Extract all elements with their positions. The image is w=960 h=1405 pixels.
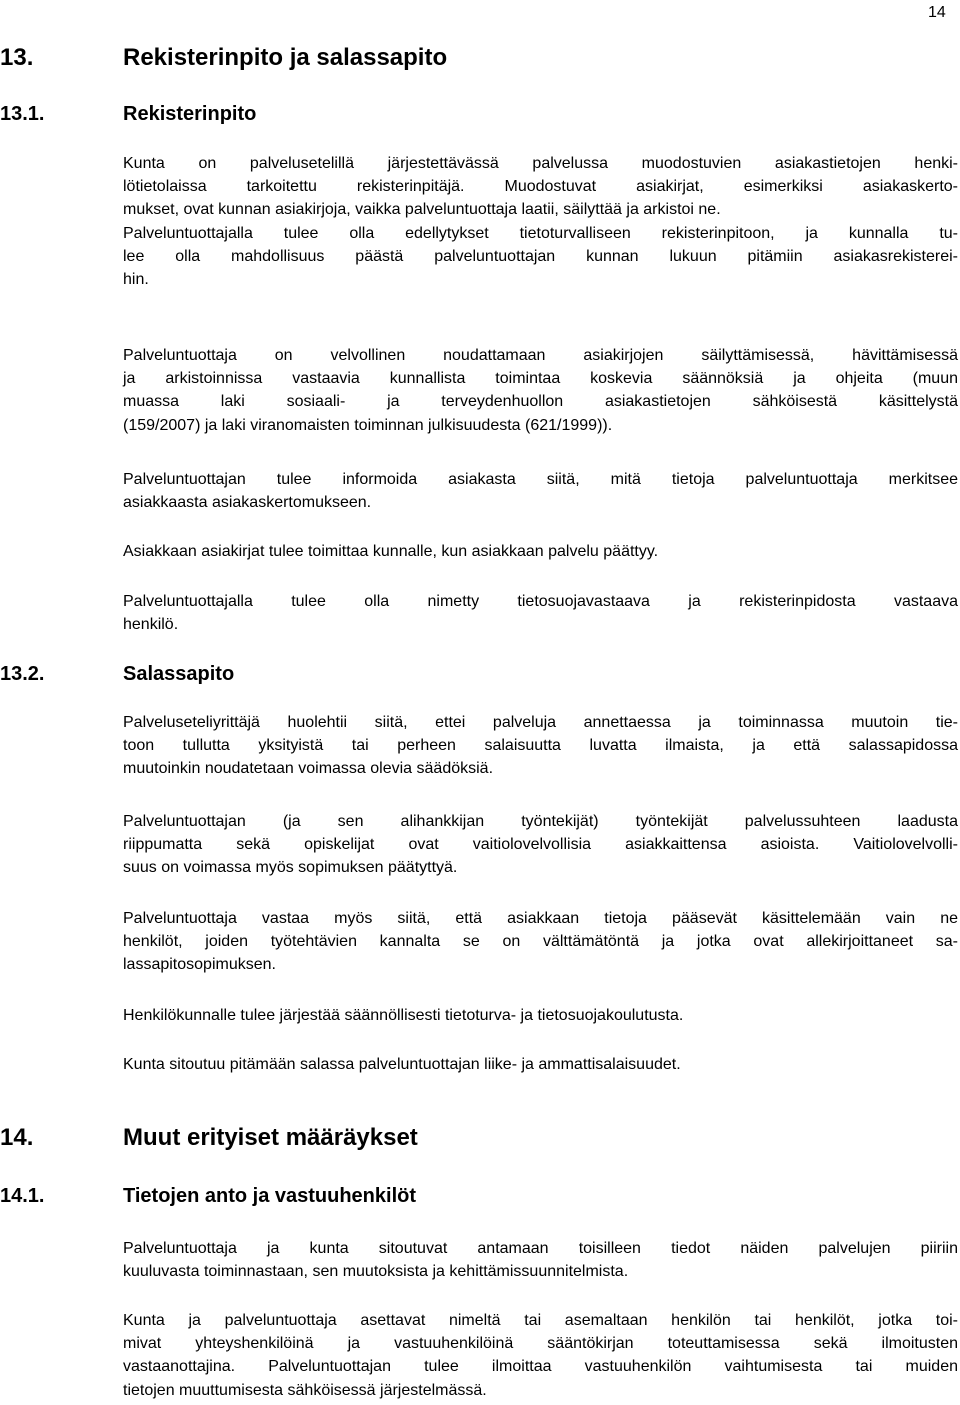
text-line: lassapitosopimuksen.	[123, 956, 276, 974]
paragraph	[123, 1237, 958, 1283]
text-line: muutoinkin noudatetaan voimassa olevia säädöksiä.	[123, 760, 494, 778]
text-line: Kunta ja palveluntuottaja asettavat nimeltä tai asemaltaan henkilön tai henkilöt, jotka toi-	[123, 1312, 958, 1329]
text-line: Palveluntuottajalla tulee olla edellytykset tietoturvalliseen rekisterinpitoon, ja kunnalla tu-	[123, 225, 958, 242]
text-line: Palveluntuottajan tulee informoida asiakasta siitä, mitä tietoja palveluntuottaja merkitsee	[123, 471, 958, 488]
subsection-number: 13.1.	[0, 103, 45, 125]
text-line: (159/2007) ja laki viranomaisten toiminnan julkisuudesta (621/1999)).	[123, 416, 613, 434]
text-line: Henkilökunnalle tulee järjestää säännöllisesti tietoturva- ja tietosuojakoulutusta.	[123, 1007, 684, 1024]
paragraph	[123, 590, 958, 636]
subsection-number: 13.2.	[0, 663, 45, 685]
text-line: mukset, ovat kunnan asiakirjoja, vaikka palveluntuottaja laatii, säilyttää ja arkistoi ne.	[123, 201, 721, 219]
text-line: Palveluntuottajalla tulee olla nimetty tietosuojavastaava ja rekisterinpidosta vastaava	[123, 593, 958, 610]
paragraph	[123, 1053, 958, 1076]
subsection-title: Rekisterinpito	[123, 103, 257, 125]
subsection-heading	[0, 663, 900, 687]
text-line: mivat yhteyshenkilöinä ja vastuuhenkilöinä sääntökirjan toteuttamisessa sekä ilmoitusten	[123, 1335, 958, 1353]
text-line: Palveluntuottaja vastaa myös siitä, että asiakkaan tietoja pääsevät käsittelemään vain ne	[123, 910, 958, 927]
text-line: Palveluntuottaja ja kunta sitoutuvat antamaan toisilleen tiedot näiden palvelujen piiriin	[123, 1240, 958, 1257]
text-line: Palveluntuottaja on velvollinen noudattamaan asiakirjojen säilyttämisessä, hävittämisessä	[123, 347, 958, 364]
text-line: Kunta sitoutuu pitämään salassa palveluntuottajan liike- ja ammattisalaisuudet.	[123, 1056, 681, 1073]
text-line: tietojen muuttumisesta sähköisessä järjestelmässä.	[123, 1381, 487, 1399]
section-number: 14.	[0, 1124, 34, 1151]
paragraph	[123, 1004, 958, 1027]
section-heading	[0, 1124, 900, 1152]
paragraph	[123, 540, 958, 563]
text-line: kuuluvasta toiminnastaan, sen muutoksista ja kehittämissuunnitelmista.	[123, 1263, 629, 1281]
section-title: Rekisterinpito ja salassapito	[123, 44, 448, 71]
paragraph	[123, 907, 958, 977]
text-line: Palveluseteliyrittäjä huolehtii siitä, ettei palveluja annettaessa ja toiminnassa muutoin tie-	[123, 714, 958, 731]
text-line: hin.	[123, 271, 149, 289]
text-line: asiakkaasta asiakaskertomukseen.	[123, 494, 372, 512]
section-heading	[0, 44, 900, 72]
text-line: Asiakkaan asiakirjat tulee toimittaa kunnalle, kun asiakkaan palvelu päättyy.	[123, 543, 659, 560]
text-line: henkilö.	[123, 616, 179, 634]
paragraph	[123, 1309, 958, 1402]
subsection-heading	[0, 1185, 900, 1209]
paragraph	[123, 222, 958, 292]
paragraph	[123, 152, 958, 222]
text-line: ja arkistoinnissa vastaavia kunnallista toimintaa koskevia säännöksiä ja ohjeita (muun	[123, 370, 958, 388]
paragraph	[123, 711, 958, 781]
text-line: toon tullutta yksityistä tai perheen salaisuutta luvatta ilmaista, ja että salassapidossa	[123, 737, 958, 755]
page-number: 14	[928, 4, 946, 21]
text-line: Kunta on palvelusetelillä järjestettävässä palvelussa muodostuvien asiakastietojen henki-	[123, 155, 958, 172]
text-line: lötietolaissa tarkoitettu rekisterinpitäjä. Muodostuvat asiakirjat, esimerkiksi asiakaskerto-	[123, 178, 958, 196]
subsection-title: Tietojen anto ja vastuuhenkilöt	[123, 1185, 417, 1207]
text-line: vastaanottajina. Palveluntuottajan tulee ilmoittaa vastuuhenkilön vaihtumisesta tai muiden	[123, 1358, 958, 1376]
text-line: riippumatta sekä opiskelijat ovat vaitiolovelvollisia asiakkaittensa asioista. Vaitiolovelvolli-	[123, 836, 958, 854]
paragraph	[123, 344, 958, 437]
paragraph	[123, 810, 958, 880]
section-title: Muut erityiset määräykset	[123, 1124, 418, 1151]
text-line: muassa laki sosiaali- ja terveydenhuollon asiakastietojen sähköisestä käsittelystä	[123, 393, 958, 411]
subsection-title: Salassapito	[123, 663, 235, 685]
text-line: suus on voimassa myös sopimuksen päätyttyä.	[123, 859, 458, 877]
paragraph	[123, 468, 958, 514]
text-line: Palveluntuottajan (ja sen alihankkijan työntekijät) työntekijät palvelussuhteen laadusta	[123, 813, 958, 830]
text-line: lee olla mahdollisuus päästä palveluntuottajan kunnan lukuun pitämiin asiakasrekisterei-	[123, 248, 958, 266]
text-line: henkilöt, joiden työtehtävien kannalta se on välttämätöntä ja jotka ovat allekirjoittaneet sa-	[123, 933, 958, 951]
subsection-number: 14.1.	[0, 1185, 45, 1207]
subsection-heading	[0, 103, 900, 127]
section-number: 13.	[0, 44, 34, 71]
